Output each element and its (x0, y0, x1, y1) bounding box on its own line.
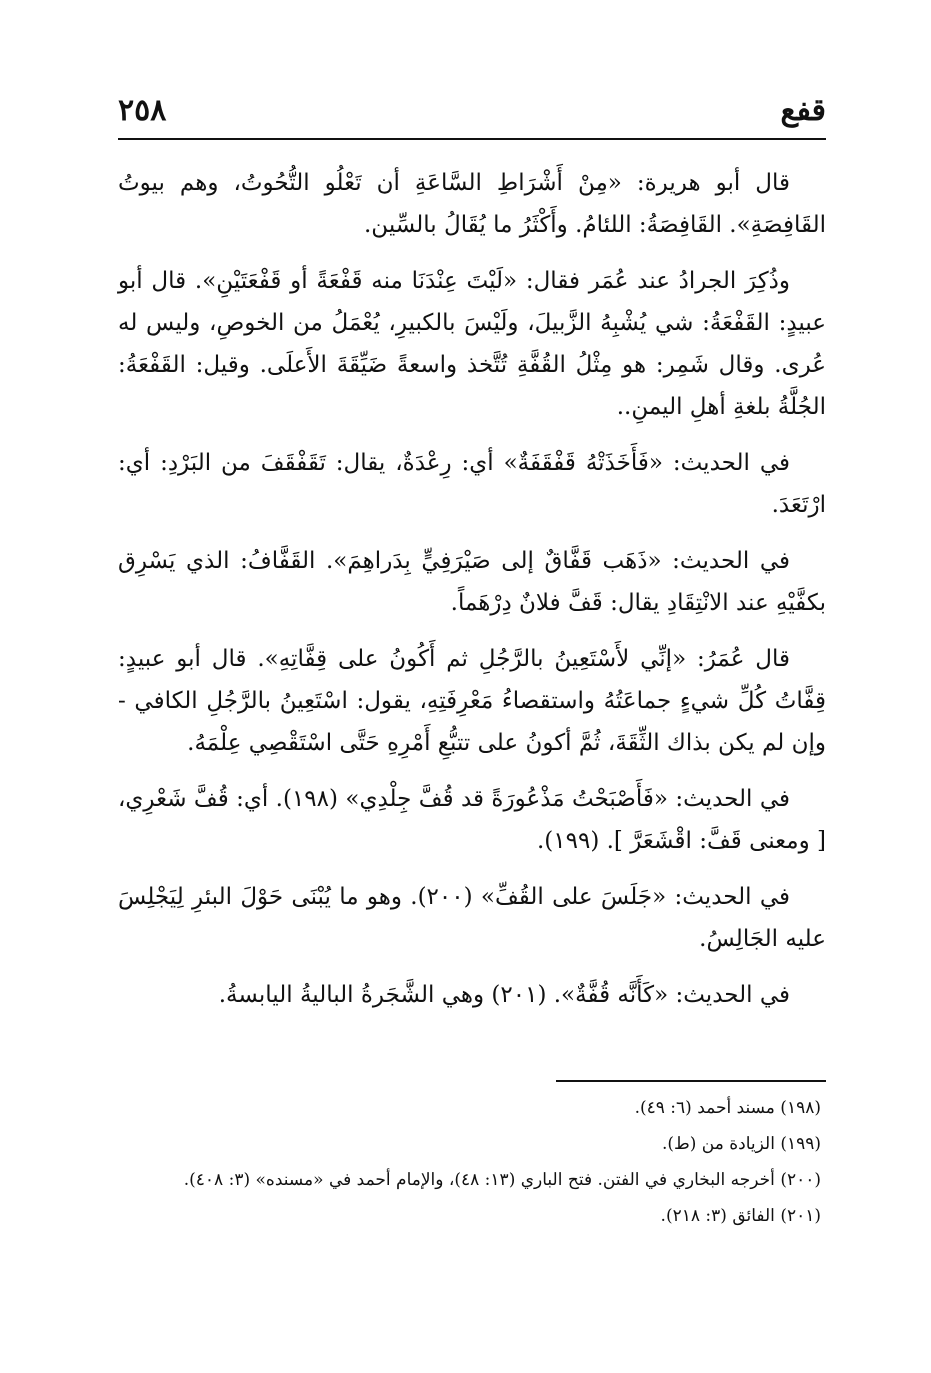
footnotes (105, 1092, 821, 1236)
page-header (118, 78, 826, 128)
paragraph: قال عُمَرُ: «إنِّي لأَسْتَعِينُ بالرَّجُلِ ثم أَكُونُ على قِفَّاتِهِ». قال أبو عبيدٍ: قِفَّاتُ كُلِّ شيءٍ جماعَتُهُ واستقصاءُ مَعْرِفَتِهِ، يقول: اسْتَعِينُ بالرَّجُلِ الكافي - وإن لم يكن بذاك الثِّقَةَ، ثُمَّ أكونُ على تتبُّعِ أَمْرِهِ حَتَّى اسْتَقْصِي عِلْمَهُ. (118, 646, 826, 756)
paragraph: في الحديث: «جَلَسَ على القُفِّ» (٢٠٠). وهو ما يُبْنَى حَوْلَ البئرِ لِيَجْلِسَ عليه الجَالِسُ. (118, 884, 826, 952)
paragraph: في الحديث: «ذَهَب قَفَّاقٌ إلى صَيْرَفِيٍّ بِدَراهِمَ». القَفَّافُ: الذي يَسْرِق بكفَّيْهِ عند الانْتِقَادِ يقال: قَفَّ فلانٌ دِرْهَماً. (118, 548, 826, 616)
main-text (118, 162, 826, 1030)
paragraph: قال أبو هريرة: «مِنْ أَشْرَاطِ السَّاعَةِ أن تَعْلُو التُّحُوتُ، وهم بيوتُ القَافِصَةِ». القَافِصَةُ: اللئامُ. وأَكْثَرُ ما يُقَالُ بالسِّين. (118, 170, 826, 238)
page-number: ٢٥٨ (118, 93, 167, 128)
footnote-rule (556, 1080, 826, 1082)
header-rule (118, 138, 826, 140)
paragraph: في الحديث: «فَأَصْبَحْتُ مَذْعُورَةً قد قُفَّ جِلْدِي» (١٩٨). أي: قُفَّ شَعْرِي، [ ومعنى قَفَّ: اقْشَعَرَّ ]. (١٩٩). (118, 786, 826, 854)
paragraph: في الحديث: «كَأَنَّه قُفَّةٌ». (٢٠١) وهي الشَّجَرةُ الباليةُ اليابسةُ. (218, 982, 790, 1008)
running-title: قفع (780, 93, 826, 128)
paragraph: وذُكِرَ الجرادُ عند عُمَر فقال: «لَيْتَ عِنْدَنَا منه قَفْعَةً أو قَفْعَتَيْنِ». قال أبو عبيدٍ: القَفْعَةُ: شي يُشْبِهُ الزَّبيلَ، ولَيْسَ بالكبيرِ، يُعْمَلُ من الخوصِ، وليس له عُرى. وقال شَمِر: هو مِثْلُ القُفَّةِ تُتَّخذ واسعةً ضَيِّقَةَ الأَعلَى. وقيل: القَفْعَةُ: الجُلَّةُ بلغةِ أهلِ اليمنِ.. (118, 268, 826, 420)
footnote: (٢٠١) الفائق (٣: ٢١٨). (660, 1206, 821, 1226)
paragraph: في الحديث: «فَأَخَذَتْهُ قَفْقَفَةٌ» أي: رِعْدَةٌ، يقال: تَقَفْقَفَ من البَرْدِ: أي: ارْتَعَدَ. (118, 450, 826, 518)
footnote: (١٩٩) الزيادة من (ط). (662, 1134, 821, 1154)
footnote: (٢٠٠) أخرجه البخاري في الفتن. فتح الباري (١٣: ٤٨)، والإمام أحمد في «مسنده» (٣: ٤٠٨). (183, 1170, 821, 1190)
footnote: (١٩٨) مسند أحمد (٦: ٤٩). (634, 1098, 821, 1118)
